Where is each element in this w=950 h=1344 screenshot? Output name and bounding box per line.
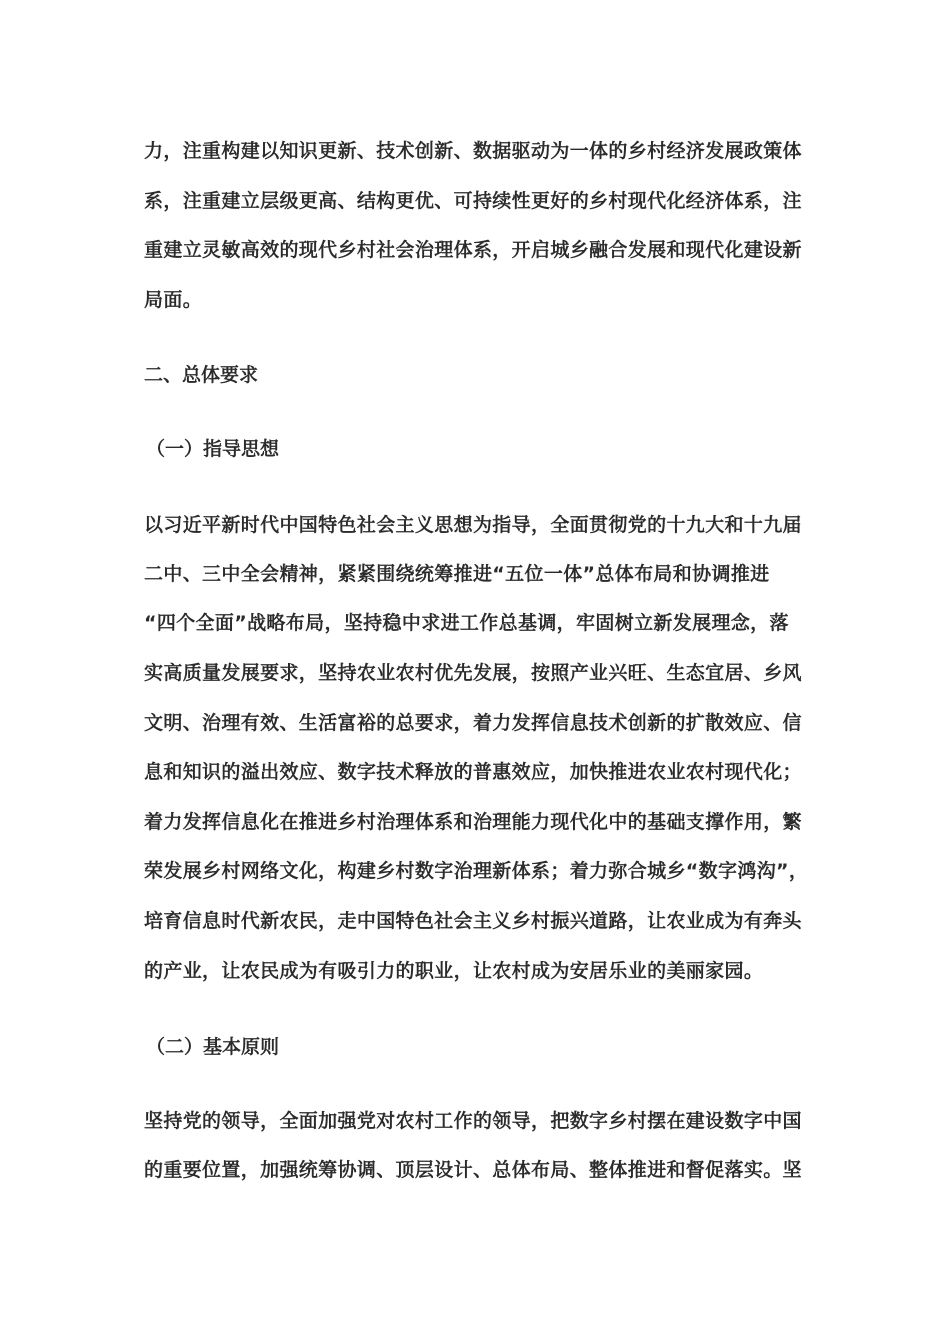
paragraph-line: 力，注重构建以知识更新、技术创新、数据驱动为一体的乡村经济发展政策体 [144, 140, 802, 162]
paragraph-line: 的重要位置，加强统筹协调、顶层设计、总体布局、整体推进和督促落实。坚 [144, 1159, 802, 1181]
paragraph-line: 系，注重建立层级更高、结构更优、可持续性更好的乡村现代化经济体系，注 [144, 190, 802, 212]
subsection-heading: （一）指导思想 [146, 438, 280, 460]
section-heading: 二、总体要求 [144, 364, 259, 386]
paragraph-line: 的产业，让农民成为有吸引力的职业，让农村成为安居乐业的美丽家园。 [144, 960, 764, 982]
paragraph-line: 荣发展乡村网络文化，构建乡村数字治理新体系；着力弥合城乡“数字鸿沟”， [144, 860, 809, 882]
paragraph-line: 重建立灵敏高效的现代乡村社会治理体系，开启城乡融合发展和现代化建设新 [144, 239, 802, 261]
paragraph-line: “四个全面”战略布局，坚持稳中求进工作总基调，牢固树立新发展理念，落 [144, 612, 789, 634]
paragraph-line: 实高质量发展要求，坚持农业农村优先发展，按照产业兴旺、生态宜居、乡风 [144, 662, 802, 684]
paragraph-line: 文明、治理有效、生活富裕的总要求，着力发挥信息技术创新的扩散效应、信 [144, 712, 802, 734]
paragraph-line: 着力发挥信息化在推进乡村治理体系和治理能力现代化中的基础支撑作用，繁 [144, 811, 802, 833]
paragraph-line: 息和知识的溢出效应、数字技术释放的普惠效应，加快推进农业农村现代化； [144, 761, 802, 783]
paragraph-line: 以习近平新时代中国特色社会主义思想为指导，全面贯彻党的十九大和十九届 [144, 514, 802, 536]
paragraph-line: 培育信息时代新农民，走中国特色社会主义乡村振兴道路，让农业成为有奔头 [144, 910, 802, 932]
paragraph-line: 局面。 [144, 289, 203, 311]
paragraph-line: 二中、三中全会精神，紧紧围绕统筹推进“五位一体”总体布局和协调推进 [144, 563, 770, 585]
paragraph-line: 坚持党的领导，全面加强党对农村工作的领导，把数字乡村摆在建设数字中国 [144, 1110, 802, 1132]
subsection-heading: （二）基本原则 [146, 1036, 280, 1058]
